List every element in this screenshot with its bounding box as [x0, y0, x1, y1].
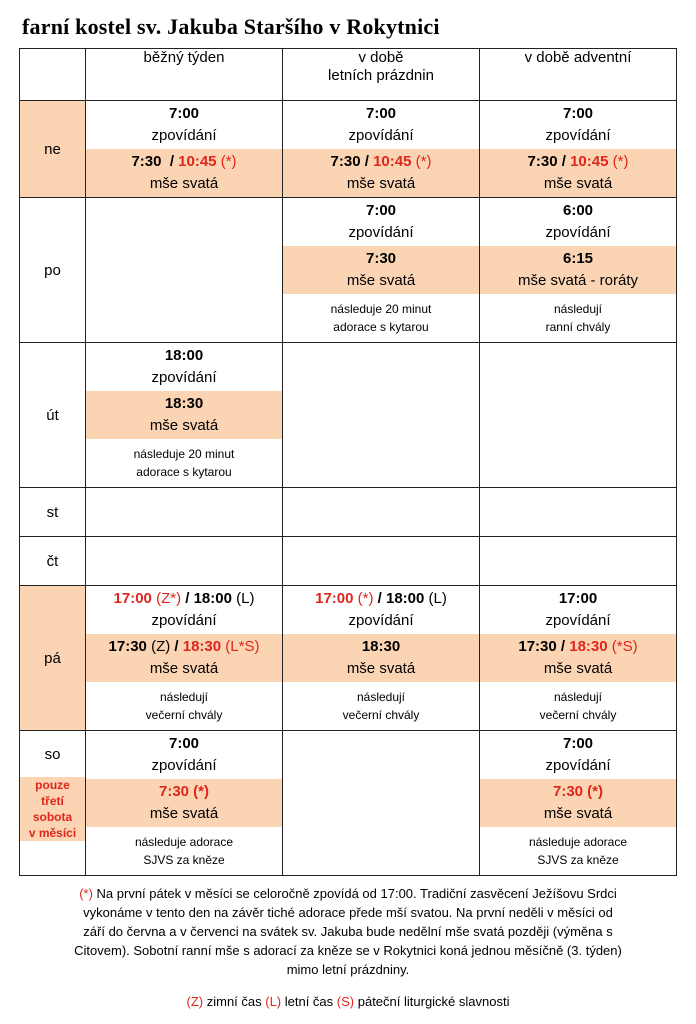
friday-summer — [283, 586, 480, 731]
confession-label: zpovídání — [151, 612, 217, 629]
mass-time-b-mark: (*) — [411, 153, 432, 170]
note — [480, 682, 676, 730]
confession-block — [480, 198, 676, 246]
confession-block — [283, 586, 479, 634]
header-summer-line1: v době — [358, 49, 404, 66]
row-friday — [20, 586, 677, 731]
mass-times: 17:30 (Z) / 18:30 (L*S) — [108, 638, 260, 655]
legend-l-code: (L) — [265, 994, 282, 1009]
mass-time-b-mark: (*) — [608, 153, 629, 170]
wednesday-summer — [283, 488, 480, 537]
footnote-line2: vykonáme v tento den na závěr tiché adorace přede mší svatou. Na první neděli v měsíci od — [83, 905, 613, 920]
mass-block — [283, 246, 479, 294]
row-monday — [20, 198, 677, 343]
mass-times: 7:30 / 10:45 (*) — [131, 153, 237, 170]
tuesday-advent — [480, 343, 677, 488]
note-line1: následuje adorace — [134, 835, 234, 849]
footnote-marker: (*) — [79, 886, 93, 901]
mass-label: mše svatá — [149, 417, 219, 434]
note-line2: SJVS za kněze — [537, 853, 619, 867]
confession-time-b-value: 18:00 — [193, 590, 232, 607]
confession-label: zpovídání — [151, 757, 217, 774]
mass-block — [86, 634, 282, 682]
confession-times: 17:00 (*) / 18:00 (L) — [315, 590, 447, 607]
note-line2: ranní chvály — [545, 320, 611, 334]
tuesday-regular — [86, 343, 283, 488]
mass-label: mše svatá — [149, 660, 219, 677]
mass-time-a: 7:30 — [330, 153, 361, 170]
note-line2: večerní chvály — [145, 708, 223, 722]
saturday-note-line4: v měsíci — [28, 826, 77, 840]
mass-time-b-value: 18:30 — [182, 638, 222, 655]
mass-block — [480, 779, 676, 827]
mass-time-a: 7:30 — [131, 153, 162, 170]
confession-block — [86, 586, 282, 634]
confession-block — [86, 101, 282, 149]
legend-z-code: (Z) — [186, 994, 204, 1009]
schedule-table — [19, 48, 677, 876]
confession-time-b-mark: (L) — [424, 590, 447, 607]
sunday-regular — [86, 101, 283, 198]
row-saturday — [20, 731, 677, 876]
day-wednesday: st — [20, 488, 86, 537]
confession-time: 7:00 — [562, 105, 594, 122]
note-line1: následují — [356, 690, 406, 704]
confession-label: zpovídání — [545, 224, 611, 241]
confession-block — [480, 586, 676, 634]
confession-time: 6:00 — [562, 202, 594, 219]
mass-times: 17:30 / 18:30 (*S) — [518, 638, 638, 655]
mass-time-b-mark: (*) — [216, 153, 237, 170]
confession-time: 7:00 — [562, 735, 594, 752]
saturday-label-stack — [20, 731, 85, 841]
mass-time-b — [570, 153, 628, 170]
note — [480, 827, 676, 875]
monday-advent — [480, 198, 677, 343]
confession-time-a-value: 17:00 — [113, 590, 152, 607]
mass-label: mše svatá — [543, 175, 613, 192]
mass-block — [480, 246, 676, 294]
saturday-note-line3: sobota — [32, 810, 73, 824]
confession-label: zpovídání — [348, 612, 414, 629]
mass-label: mše svatá — [346, 175, 416, 192]
confession-block — [86, 731, 282, 779]
mass-time-a-mark: (Z) — [146, 638, 171, 655]
mass-block — [86, 149, 282, 197]
mass-time-b-value: 10:45 — [570, 153, 609, 170]
legend-z-text: zimní čas — [203, 994, 266, 1009]
monday-regular — [86, 198, 283, 343]
note-line2: adorace s kytarou — [136, 465, 232, 479]
page-title: farní kostel sv. Jakuba Staršího v Rokytnici — [22, 14, 440, 39]
thursday-regular — [86, 537, 283, 586]
day-saturday-cell — [20, 731, 86, 876]
mass-label: mše svatá — [543, 660, 613, 677]
note-line1: následuje adorace — [528, 835, 628, 849]
mass-block — [480, 634, 676, 682]
day-sunday: ne — [20, 101, 86, 198]
mass-block — [86, 779, 282, 827]
confession-time-b — [386, 590, 447, 607]
sunday-advent — [480, 101, 677, 198]
row-tuesday — [20, 343, 677, 488]
day-saturday: so — [44, 745, 61, 763]
confession-time-a — [114, 590, 182, 607]
mass-label: mše svatá — [149, 805, 219, 822]
mass-times: 7:30 / 10:45 (*) — [330, 153, 432, 170]
mass-time-a: 17:30 — [518, 638, 557, 655]
header-row — [20, 49, 677, 101]
confession-label: zpovídání — [545, 757, 611, 774]
confession-time: 7:00 — [168, 105, 200, 122]
note — [86, 439, 282, 487]
mass-block — [283, 149, 479, 197]
saturday-advent — [480, 731, 677, 876]
footnote-line4: Citovem). Sobotní ranní mše s adorací za kněze se v Rokytnici koná jednou měsíčně (3. týden) — [74, 943, 622, 958]
note-line1: následují — [553, 690, 603, 704]
saturday-note-line2: třetí — [41, 794, 64, 808]
saturday-note-line1: pouze — [35, 778, 70, 792]
header-summer-line2: letních prázdnin — [328, 67, 434, 84]
confession-time: 7:00 — [365, 202, 397, 219]
mass-time-a — [109, 638, 171, 655]
confession-time-a-value: 17:00 — [315, 590, 354, 607]
saturday-third-note — [20, 777, 85, 841]
confession-time: 7:00 — [365, 105, 397, 122]
note-line2: večerní chvály — [539, 708, 617, 722]
note-line2: adorace s kytarou — [333, 320, 429, 334]
confession-block — [480, 101, 676, 149]
mass-time-b-value: 10:45 — [178, 153, 217, 170]
confession-time: 18:00 — [164, 347, 204, 364]
confession-label: zpovídání — [545, 127, 611, 144]
mass-label: mše svatá — [346, 660, 416, 677]
mass-time: 7:30 (*) — [158, 783, 210, 800]
confession-block — [283, 101, 479, 149]
saturday-summer — [283, 731, 480, 876]
note — [283, 682, 479, 730]
day-friday: pá — [20, 586, 86, 731]
mass-block — [480, 149, 676, 197]
monday-summer — [283, 198, 480, 343]
mass-time-b-mark: (*S) — [607, 638, 638, 655]
header-summer-holidays — [283, 49, 480, 101]
mass-label: mše svatá — [149, 175, 219, 192]
saturday-regular — [86, 731, 283, 876]
confession-time-b-value: 18:00 — [386, 590, 425, 607]
legend-s-text: páteční liturgické slavnosti — [354, 994, 510, 1009]
confession-time-a-mark: (*) — [353, 590, 374, 607]
mass-label: mše svatá - roráty — [517, 272, 639, 289]
footnote — [30, 884, 666, 979]
mass-time-a: 7:30 — [527, 153, 558, 170]
wednesday-regular — [86, 488, 283, 537]
mass-block — [283, 634, 479, 682]
confession-time-a-mark: (Z*) — [151, 590, 182, 607]
confession-time-b — [194, 590, 255, 607]
note — [480, 294, 676, 342]
confession-label: zpovídání — [151, 127, 217, 144]
row-thursday — [20, 537, 677, 586]
note-line1: následuje 20 minut — [133, 447, 235, 461]
confession-block — [480, 731, 676, 779]
friday-advent — [480, 586, 677, 731]
day-monday: po — [20, 198, 86, 343]
note-line1: následují — [553, 302, 603, 316]
mass-time-a-value: 17:30 — [108, 638, 147, 655]
mass-time-b — [373, 153, 431, 170]
legend-l-text: letní čas — [281, 994, 337, 1009]
mass-time-b — [178, 153, 236, 170]
footnote-line5: mimo letní prázdniny. — [286, 962, 410, 977]
note — [86, 827, 282, 875]
friday-regular — [86, 586, 283, 731]
row-wednesday — [20, 488, 677, 537]
confession-block — [283, 198, 479, 246]
confession-time-a — [315, 590, 373, 607]
header-advent: v době adventní — [480, 49, 677, 101]
confession-time-b-mark: (L) — [231, 590, 255, 607]
thursday-summer — [283, 537, 480, 586]
mass-block — [86, 391, 282, 439]
note-line2: SJVS za kněze — [143, 853, 225, 867]
mass-times: 7:30 / 10:45 (*) — [527, 153, 629, 170]
note-line1: následují — [159, 690, 209, 704]
mass-time: 18:30 — [164, 395, 204, 412]
row-sunday — [20, 101, 677, 198]
mass-time: 6:15 — [562, 250, 594, 267]
mass-time: 7:30 — [365, 250, 397, 267]
confession-label: zpovídání — [151, 369, 217, 386]
mass-time: 7:30 (*) — [552, 783, 604, 800]
confession-label: zpovídání — [348, 127, 414, 144]
wednesday-advent — [480, 488, 677, 537]
mass-time-b-value: 10:45 — [373, 153, 412, 170]
mass-time-b — [183, 638, 260, 655]
confession-time: 17:00 — [558, 590, 598, 607]
tuesday-summer — [283, 343, 480, 488]
mass-label: mše svatá — [346, 272, 416, 289]
legend-s-code: (S) — [336, 994, 355, 1009]
day-thursday: čt — [20, 537, 86, 586]
confession-label: zpovídání — [348, 224, 414, 241]
mass-time-b-mark: (L*S) — [221, 638, 260, 655]
note-line1: následuje 20 minut — [330, 302, 432, 316]
day-tuesday: út — [20, 343, 86, 488]
note-line2: večerní chvály — [342, 708, 420, 722]
thursday-advent — [480, 537, 677, 586]
footnote-line1: Na první pátek v měsíci se celoročně zpovídá od 17:00. Tradiční zasvěcení Ježíšovu Srdci — [92, 886, 617, 901]
header-regular-week: běžný týden — [86, 49, 283, 101]
corner-cell — [20, 49, 86, 101]
confession-label: zpovídání — [545, 612, 611, 629]
sunday-summer — [283, 101, 480, 198]
confession-block — [86, 343, 282, 391]
mass-label: mše svatá — [543, 805, 613, 822]
footnote-line3: září do června a v červenci na svátek sv. Jakuba bude nedělní mše svatá později (výměna s — [83, 924, 613, 939]
mass-time: 18:30 — [361, 638, 401, 655]
mass-time-b — [569, 638, 637, 655]
confession-time: 7:00 — [168, 735, 200, 752]
legend — [0, 994, 696, 1009]
note — [283, 294, 479, 342]
confession-times: 17:00 (Z*) / 18:00 (L) — [113, 590, 255, 607]
note — [86, 682, 282, 730]
mass-time-b-value: 18:30 — [569, 638, 608, 655]
